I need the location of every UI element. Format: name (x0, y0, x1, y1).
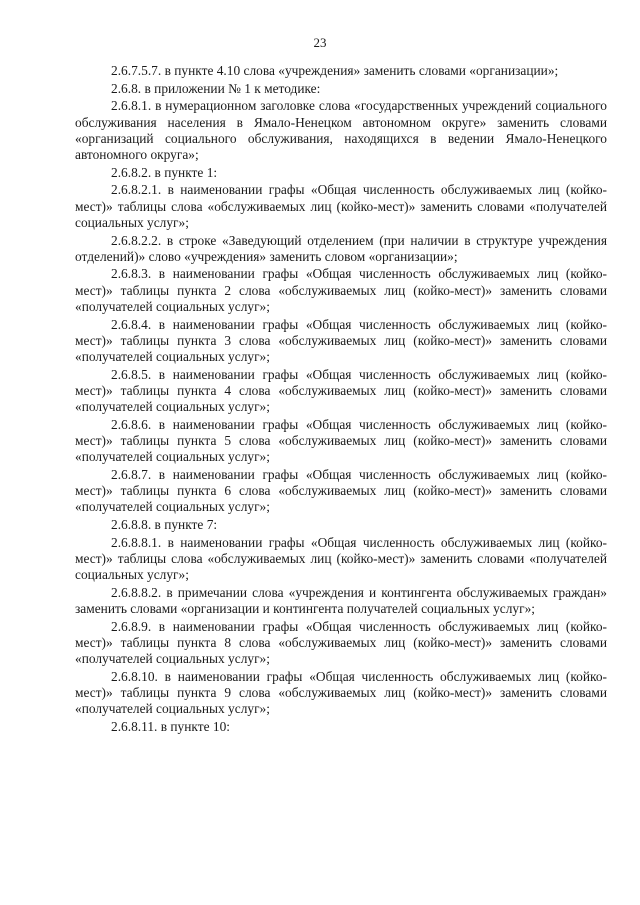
page-number: 23 (313, 35, 327, 50)
paragraph-2-6-8-8: 2.6.8.8. в пункте 7: (111, 516, 218, 532)
paragraph-2-6-8-8-2: 2.6.8.8.2. в примечании слова «учреждения и контингента обслуживаемых граждан» заменить словами «организации и контингента получателей социальных услуг»; (75, 584, 607, 616)
paragraph-2-6-8-3: 2.6.8.3. в наименовании графы «Общая численность обслуживаемых лиц (койко-мест)» таблицы пункта 2 слова «обслуживаемых лиц (койко-мест)» заменить словами «получателей социальных услуг»; (75, 266, 607, 314)
paragraph-2-6-8-10: 2.6.8.10. в наименовании графы «Общая численность обслуживаемых лиц (койко-мест)» таблицы пункта 9 слова «обслуживаемых лиц (койко-мест)» заменить словами «получателей социальных услуг»; (75, 668, 607, 717)
paragraph-2-6-8: 2.6.8. в приложении № 1 к методике: (111, 80, 321, 96)
paragraph-2-6-8-2-1: 2.6.8.2.1. в наименовании графы «Общая численность обслуживаемых лиц (койко-мест)» таблицы слова «обслуживаемых лиц (койко-мест)» заменить словами «получателей социальных услуг»; (75, 182, 607, 230)
paragraph-2-6-8-9: 2.6.8.9. в наименовании графы «Общая численность обслуживаемых лиц (койко-мест)» таблицы пункта 8 слова «обслуживаемых лиц (койко-мест)» заменить словами «получателей социальных услуг»; (75, 618, 607, 667)
document-body (75, 63, 607, 735)
paragraph-2-6-8-2-2: 2.6.8.2.2. в строке «Заведующий отделением (при наличии в структуре учреждения отделений)» слово «учреждения» заменить словом «организации»; (75, 232, 607, 264)
paragraph-2-6-8-7: 2.6.8.7. в наименовании графы «Общая численность обслуживаемых лиц (койко-мест)» таблицы пункта 6 слова «обслуживаемых лиц (койко-мест)» заменить словами «получателей социальных услуг»; (75, 466, 607, 515)
paragraph-2-6-8-2: 2.6.8.2. в пункте 1: (111, 164, 218, 180)
paragraph-2-6-8-8-1: 2.6.8.8.1. в наименовании графы «Общая численность обслуживаемых лиц (койко-мест)» таблицы слова «обслуживаемых лиц (койко-мест)» заменить словами «получателей социальных услуг»; (75, 534, 607, 583)
paragraph-2-6-8-1: 2.6.8.1. в нумерационном заголовке слова «государственных учреждений социального обслуживания населения в Ямало-Ненецком автономном округе» заменить словами «организаций социального обслуживания, находящихся в ведении Ямало-Ненецкого автономного округа»; (75, 98, 607, 163)
paragraph-2-6-8-4: 2.6.8.4. в наименовании графы «Общая численность обслуживаемых лиц (койко-мест)» таблицы пункта 3 слова «обслуживаемых лиц (койко-мест)» заменить словами «получателей социальных услуг»; (75, 316, 607, 364)
paragraph-2-6-8-5: 2.6.8.5. в наименовании графы «Общая численность обслуживаемых лиц (койко-мест)» таблицы пункта 4 слова «обслуживаемых лиц (койко-мест)» заменить словами «получателей социальных услуг»; (75, 366, 607, 415)
paragraph-2-6-8-11: 2.6.8.11. в пункте 10: (111, 718, 230, 734)
paragraph-2-6-8-6: 2.6.8.6. в наименовании графы «Общая численность обслуживаемых лиц (койко-мест)» таблицы пункта 5 слова «обслуживаемых лиц (койко-мест)» заменить словами «получателей социальных услуг»; (75, 416, 607, 465)
paragraph-2-6-7-5-7: 2.6.7.5.7. в пункте 4.10 слова «учреждения» заменить словами «организации»; (111, 63, 559, 78)
